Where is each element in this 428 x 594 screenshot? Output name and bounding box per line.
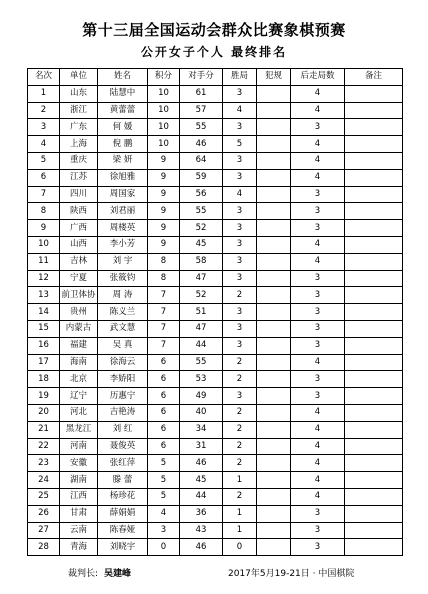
cell-opponent-points: 55 bbox=[180, 119, 223, 136]
cell-wins: 3 bbox=[223, 270, 257, 287]
cell-second-move-games: 4 bbox=[291, 438, 345, 455]
cell-name: 历惠宁 bbox=[98, 388, 148, 405]
cell-remarks bbox=[345, 320, 403, 337]
cell-second-move-games: 3 bbox=[291, 203, 345, 220]
cell-rank: 6 bbox=[28, 169, 60, 186]
cell-rank: 8 bbox=[28, 203, 60, 220]
cell-rank: 10 bbox=[28, 236, 60, 253]
table-row bbox=[28, 270, 403, 287]
table-row bbox=[28, 438, 403, 455]
cell-unit: 内蒙古 bbox=[60, 320, 98, 337]
table-row bbox=[28, 253, 403, 270]
cell-remarks bbox=[345, 253, 403, 270]
cell-opponent-points: 51 bbox=[180, 304, 223, 321]
cell-points: 9 bbox=[148, 220, 180, 237]
cell-points: 10 bbox=[148, 102, 180, 119]
cell-wins: 3 bbox=[223, 337, 257, 354]
cell-rank: 3 bbox=[28, 119, 60, 136]
cell-points: 7 bbox=[148, 337, 180, 354]
cell-name: 徐海云 bbox=[98, 354, 148, 371]
cell-remarks bbox=[345, 472, 403, 489]
cell-name: 刘 宇 bbox=[98, 253, 148, 270]
cell-name: 徐旭雅 bbox=[98, 169, 148, 186]
cell-opponent-points: 34 bbox=[180, 421, 223, 438]
cell-rank: 26 bbox=[28, 505, 60, 522]
table-row bbox=[28, 505, 403, 522]
cell-remarks bbox=[345, 236, 403, 253]
column-header-wins: 胜局 bbox=[223, 69, 257, 86]
cell-remarks bbox=[345, 371, 403, 388]
table-row bbox=[28, 337, 403, 354]
cell-rank: 22 bbox=[28, 438, 60, 455]
cell-unit: 青海 bbox=[60, 539, 98, 556]
table-row bbox=[28, 287, 403, 304]
cell-wins: 4 bbox=[223, 102, 257, 119]
cell-name: 聂俊英 bbox=[98, 438, 148, 455]
cell-name: 李小芳 bbox=[98, 236, 148, 253]
cell-unit: 安徽 bbox=[60, 455, 98, 472]
column-header-unit: 单位 bbox=[60, 69, 98, 86]
cell-remarks bbox=[345, 220, 403, 237]
cell-unit: 宁夏 bbox=[60, 270, 98, 287]
cell-points: 7 bbox=[148, 287, 180, 304]
table-row bbox=[28, 354, 403, 371]
cell-second-move-games: 4 bbox=[291, 169, 345, 186]
cell-points: 10 bbox=[148, 119, 180, 136]
cell-name: 滕 蕾 bbox=[98, 472, 148, 489]
cell-rank: 9 bbox=[28, 220, 60, 237]
cell-second-move-games: 3 bbox=[291, 270, 345, 287]
cell-second-move-games: 3 bbox=[291, 388, 345, 405]
cell-opponent-points: 55 bbox=[180, 203, 223, 220]
cell-rank: 2 bbox=[28, 102, 60, 119]
cell-opponent-points: 40 bbox=[180, 404, 223, 421]
cell-unit: 北京 bbox=[60, 371, 98, 388]
cell-rank: 14 bbox=[28, 304, 60, 321]
cell-remarks bbox=[345, 337, 403, 354]
cell-rank: 24 bbox=[28, 472, 60, 489]
cell-rank: 16 bbox=[28, 337, 60, 354]
table-row bbox=[28, 320, 403, 337]
cell-unit: 辽宁 bbox=[60, 388, 98, 405]
cell-second-move-games: 4 bbox=[291, 404, 345, 421]
cell-unit: 河北 bbox=[60, 404, 98, 421]
cell-fouls bbox=[257, 203, 291, 220]
cell-wins: 2 bbox=[223, 287, 257, 304]
cell-points: 6 bbox=[148, 354, 180, 371]
cell-wins: 2 bbox=[223, 421, 257, 438]
cell-second-move-games: 4 bbox=[291, 236, 345, 253]
cell-unit: 广东 bbox=[60, 119, 98, 136]
cell-wins: 2 bbox=[223, 354, 257, 371]
cell-rank: 17 bbox=[28, 354, 60, 371]
cell-fouls bbox=[257, 186, 291, 203]
cell-remarks bbox=[345, 304, 403, 321]
cell-second-move-games: 4 bbox=[291, 354, 345, 371]
cell-points: 5 bbox=[148, 472, 180, 489]
cell-remarks bbox=[345, 85, 403, 102]
table-row bbox=[28, 169, 403, 186]
cell-rank: 20 bbox=[28, 404, 60, 421]
cell-second-move-games: 4 bbox=[291, 455, 345, 472]
cell-unit: 云南 bbox=[60, 522, 98, 539]
cell-second-move-games: 3 bbox=[291, 371, 345, 388]
cell-wins: 3 bbox=[223, 388, 257, 405]
ranking-table bbox=[27, 68, 403, 556]
cell-fouls bbox=[257, 220, 291, 237]
cell-unit: 甘肃 bbox=[60, 505, 98, 522]
cell-opponent-points: 45 bbox=[180, 472, 223, 489]
table-row bbox=[28, 152, 403, 169]
cell-fouls bbox=[257, 455, 291, 472]
cell-wins: 3 bbox=[223, 236, 257, 253]
cell-second-move-games: 3 bbox=[291, 505, 345, 522]
cell-name: 吴 真 bbox=[98, 337, 148, 354]
cell-rank: 21 bbox=[28, 421, 60, 438]
column-header-rank: 名次 bbox=[28, 69, 60, 86]
cell-opponent-points: 46 bbox=[180, 455, 223, 472]
cell-points: 6 bbox=[148, 371, 180, 388]
cell-wins: 1 bbox=[223, 472, 257, 489]
cell-fouls bbox=[257, 304, 291, 321]
cell-points: 5 bbox=[148, 488, 180, 505]
cell-name: 黄蕾蕾 bbox=[98, 102, 148, 119]
table-header-row bbox=[28, 69, 403, 86]
cell-unit: 山西 bbox=[60, 236, 98, 253]
cell-second-move-games: 3 bbox=[291, 337, 345, 354]
cell-opponent-points: 49 bbox=[180, 388, 223, 405]
table-row bbox=[28, 472, 403, 489]
cell-wins: 0 bbox=[223, 539, 257, 556]
table-row bbox=[28, 102, 403, 119]
cell-unit: 前卫体协 bbox=[60, 287, 98, 304]
column-header-name: 姓名 bbox=[98, 69, 148, 86]
cell-opponent-points: 44 bbox=[180, 488, 223, 505]
cell-remarks bbox=[345, 438, 403, 455]
cell-opponent-points: 47 bbox=[180, 270, 223, 287]
cell-points: 7 bbox=[148, 320, 180, 337]
column-header-second-move-games: 后走局数 bbox=[291, 69, 345, 86]
cell-wins: 1 bbox=[223, 505, 257, 522]
cell-points: 9 bbox=[148, 169, 180, 186]
cell-unit: 江苏 bbox=[60, 169, 98, 186]
cell-second-move-games: 3 bbox=[291, 320, 345, 337]
cell-wins: 3 bbox=[223, 85, 257, 102]
cell-second-move-games: 4 bbox=[291, 136, 345, 153]
cell-fouls bbox=[257, 438, 291, 455]
cell-name: 刘君丽 bbox=[98, 203, 148, 220]
cell-opponent-points: 43 bbox=[180, 522, 223, 539]
cell-wins: 5 bbox=[223, 136, 257, 153]
cell-name: 周 涛 bbox=[98, 287, 148, 304]
table-row bbox=[28, 136, 403, 153]
cell-wins: 3 bbox=[223, 253, 257, 270]
cell-remarks bbox=[345, 388, 403, 405]
cell-fouls bbox=[257, 152, 291, 169]
cell-second-move-games: 4 bbox=[291, 421, 345, 438]
column-header-opponent-points: 对手分 bbox=[180, 69, 223, 86]
cell-fouls bbox=[257, 371, 291, 388]
cell-points: 5 bbox=[148, 455, 180, 472]
cell-opponent-points: 47 bbox=[180, 320, 223, 337]
table-row bbox=[28, 304, 403, 321]
cell-opponent-points: 57 bbox=[180, 102, 223, 119]
chief-judge-name: 吴建峰 bbox=[104, 569, 132, 579]
cell-remarks bbox=[345, 152, 403, 169]
cell-fouls bbox=[257, 102, 291, 119]
cell-wins: 2 bbox=[223, 404, 257, 421]
cell-fouls bbox=[257, 337, 291, 354]
cell-fouls bbox=[257, 472, 291, 489]
cell-name: 周国家 bbox=[98, 186, 148, 203]
cell-name: 吉艳涛 bbox=[98, 404, 148, 421]
cell-remarks bbox=[345, 488, 403, 505]
cell-second-move-games: 3 bbox=[291, 539, 345, 556]
cell-remarks bbox=[345, 505, 403, 522]
cell-rank: 19 bbox=[28, 388, 60, 405]
cell-points: 9 bbox=[148, 186, 180, 203]
cell-remarks bbox=[345, 421, 403, 438]
cell-rank: 7 bbox=[28, 186, 60, 203]
cell-rank: 23 bbox=[28, 455, 60, 472]
cell-fouls bbox=[257, 488, 291, 505]
cell-remarks bbox=[345, 186, 403, 203]
cell-fouls bbox=[257, 404, 291, 421]
cell-points: 6 bbox=[148, 438, 180, 455]
cell-unit: 广西 bbox=[60, 220, 98, 237]
cell-name: 陈义兰 bbox=[98, 304, 148, 321]
cell-points: 9 bbox=[148, 203, 180, 220]
cell-remarks bbox=[345, 102, 403, 119]
cell-opponent-points: 53 bbox=[180, 371, 223, 388]
table-row bbox=[28, 488, 403, 505]
cell-fouls bbox=[257, 522, 291, 539]
cell-rank: 18 bbox=[28, 371, 60, 388]
cell-fouls bbox=[257, 354, 291, 371]
cell-name: 周楼英 bbox=[98, 220, 148, 237]
page-title: 第十三届全国运动会群众比赛象棋预赛 bbox=[82, 21, 346, 39]
cell-opponent-points: 55 bbox=[180, 354, 223, 371]
cell-remarks bbox=[345, 522, 403, 539]
cell-second-move-games: 3 bbox=[291, 119, 345, 136]
cell-rank: 25 bbox=[28, 488, 60, 505]
table-row bbox=[28, 186, 403, 203]
cell-second-move-games: 3 bbox=[291, 220, 345, 237]
cell-name: 陆慧中 bbox=[98, 85, 148, 102]
cell-remarks bbox=[345, 169, 403, 186]
cell-opponent-points: 64 bbox=[180, 152, 223, 169]
cell-points: 10 bbox=[148, 85, 180, 102]
cell-remarks bbox=[345, 455, 403, 472]
table-row bbox=[28, 371, 403, 388]
cell-rank: 15 bbox=[28, 320, 60, 337]
cell-rank: 1 bbox=[28, 85, 60, 102]
cell-name: 张红萍 bbox=[98, 455, 148, 472]
cell-unit: 江西 bbox=[60, 488, 98, 505]
cell-name: 梁 妍 bbox=[98, 152, 148, 169]
cell-points: 0 bbox=[148, 539, 180, 556]
cell-opponent-points: 59 bbox=[180, 169, 223, 186]
cell-points: 8 bbox=[148, 270, 180, 287]
cell-points: 9 bbox=[148, 152, 180, 169]
cell-second-move-games: 4 bbox=[291, 488, 345, 505]
cell-unit: 海南 bbox=[60, 354, 98, 371]
cell-unit: 山东 bbox=[60, 85, 98, 102]
cell-points: 4 bbox=[148, 505, 180, 522]
cell-opponent-points: 52 bbox=[180, 220, 223, 237]
cell-name: 刘晓宇 bbox=[98, 539, 148, 556]
table-row bbox=[28, 236, 403, 253]
cell-name: 张筱钧 bbox=[98, 270, 148, 287]
cell-name: 陈春娅 bbox=[98, 522, 148, 539]
cell-rank: 5 bbox=[28, 152, 60, 169]
table-row bbox=[28, 539, 403, 556]
cell-name: 何 媛 bbox=[98, 119, 148, 136]
cell-points: 10 bbox=[148, 136, 180, 153]
cell-name: 倪 鹏 bbox=[98, 136, 148, 153]
cell-fouls bbox=[257, 320, 291, 337]
cell-fouls bbox=[257, 505, 291, 522]
cell-opponent-points: 58 bbox=[180, 253, 223, 270]
column-header-fouls: 犯规 bbox=[257, 69, 291, 86]
cell-name: 李娇阳 bbox=[98, 371, 148, 388]
cell-second-move-games: 4 bbox=[291, 472, 345, 489]
cell-wins: 3 bbox=[223, 203, 257, 220]
cell-name: 杨珍花 bbox=[98, 488, 148, 505]
cell-unit: 贵州 bbox=[60, 304, 98, 321]
cell-points: 7 bbox=[148, 304, 180, 321]
cell-points: 6 bbox=[148, 421, 180, 438]
cell-rank: 11 bbox=[28, 253, 60, 270]
cell-remarks bbox=[345, 287, 403, 304]
table-row bbox=[28, 220, 403, 237]
cell-wins: 3 bbox=[223, 304, 257, 321]
cell-unit: 陕西 bbox=[60, 203, 98, 220]
cell-points: 6 bbox=[148, 404, 180, 421]
table-row bbox=[28, 522, 403, 539]
table-row bbox=[28, 203, 403, 220]
cell-name: 刘 红 bbox=[98, 421, 148, 438]
cell-remarks bbox=[345, 203, 403, 220]
cell-fouls bbox=[257, 539, 291, 556]
cell-wins: 1 bbox=[223, 522, 257, 539]
cell-wins: 2 bbox=[223, 371, 257, 388]
cell-wins: 3 bbox=[223, 152, 257, 169]
table-row bbox=[28, 421, 403, 438]
cell-second-move-games: 4 bbox=[291, 152, 345, 169]
cell-wins: 2 bbox=[223, 455, 257, 472]
cell-fouls bbox=[257, 388, 291, 405]
cell-second-move-games: 3 bbox=[291, 287, 345, 304]
page-subtitle: 公开女子个人 最终排名 bbox=[140, 45, 288, 59]
column-header-points: 积分 bbox=[148, 69, 180, 86]
cell-opponent-points: 36 bbox=[180, 505, 223, 522]
cell-opponent-points: 61 bbox=[180, 85, 223, 102]
cell-opponent-points: 56 bbox=[180, 186, 223, 203]
cell-unit: 重庆 bbox=[60, 152, 98, 169]
cell-fouls bbox=[257, 421, 291, 438]
cell-points: 8 bbox=[148, 253, 180, 270]
table-row bbox=[28, 119, 403, 136]
cell-wins: 3 bbox=[223, 220, 257, 237]
column-header-remarks: 备注 bbox=[345, 69, 403, 86]
cell-remarks bbox=[345, 539, 403, 556]
cell-wins: 3 bbox=[223, 169, 257, 186]
cell-rank: 4 bbox=[28, 136, 60, 153]
cell-rank: 27 bbox=[28, 522, 60, 539]
cell-remarks bbox=[345, 270, 403, 287]
cell-wins: 2 bbox=[223, 438, 257, 455]
cell-unit: 四川 bbox=[60, 186, 98, 203]
table-row bbox=[28, 404, 403, 421]
cell-name: 薛娟娟 bbox=[98, 505, 148, 522]
cell-fouls bbox=[257, 270, 291, 287]
cell-fouls bbox=[257, 169, 291, 186]
table-row bbox=[28, 388, 403, 405]
cell-fouls bbox=[257, 136, 291, 153]
cell-fouls bbox=[257, 253, 291, 270]
cell-wins: 3 bbox=[223, 320, 257, 337]
cell-unit: 上海 bbox=[60, 136, 98, 153]
cell-second-move-games: 3 bbox=[291, 304, 345, 321]
cell-second-move-games: 3 bbox=[291, 186, 345, 203]
date-place: 2017年5月19-21日 · 中国棋院 bbox=[228, 569, 355, 579]
cell-remarks bbox=[345, 354, 403, 371]
cell-opponent-points: 44 bbox=[180, 337, 223, 354]
cell-rank: 28 bbox=[28, 539, 60, 556]
cell-name: 武文慧 bbox=[98, 320, 148, 337]
cell-remarks bbox=[345, 119, 403, 136]
cell-second-move-games: 4 bbox=[291, 102, 345, 119]
chief-judge bbox=[68, 566, 131, 579]
cell-opponent-points: 46 bbox=[180, 539, 223, 556]
cell-fouls bbox=[257, 119, 291, 136]
cell-unit: 福建 bbox=[60, 337, 98, 354]
cell-opponent-points: 46 bbox=[180, 136, 223, 153]
cell-points: 3 bbox=[148, 522, 180, 539]
cell-unit: 吉林 bbox=[60, 253, 98, 270]
cell-rank: 13 bbox=[28, 287, 60, 304]
cell-unit: 河南 bbox=[60, 438, 98, 455]
cell-second-move-games: 4 bbox=[291, 85, 345, 102]
table-row bbox=[28, 455, 403, 472]
cell-wins: 2 bbox=[223, 488, 257, 505]
cell-unit: 浙江 bbox=[60, 102, 98, 119]
cell-fouls bbox=[257, 236, 291, 253]
cell-second-move-games: 3 bbox=[291, 522, 345, 539]
cell-unit: 湖南 bbox=[60, 472, 98, 489]
cell-fouls bbox=[257, 287, 291, 304]
cell-unit: 黑龙江 bbox=[60, 421, 98, 438]
cell-wins: 4 bbox=[223, 186, 257, 203]
cell-opponent-points: 52 bbox=[180, 287, 223, 304]
cell-rank: 12 bbox=[28, 270, 60, 287]
cell-points: 6 bbox=[148, 388, 180, 405]
cell-second-move-games: 4 bbox=[291, 253, 345, 270]
cell-wins: 3 bbox=[223, 119, 257, 136]
cell-fouls bbox=[257, 85, 291, 102]
table-row bbox=[28, 85, 403, 102]
cell-opponent-points: 31 bbox=[180, 438, 223, 455]
cell-opponent-points: 45 bbox=[180, 236, 223, 253]
cell-remarks bbox=[345, 136, 403, 153]
chief-judge-label: 裁判长: bbox=[68, 569, 99, 579]
cell-remarks bbox=[345, 404, 403, 421]
cell-points: 9 bbox=[148, 236, 180, 253]
